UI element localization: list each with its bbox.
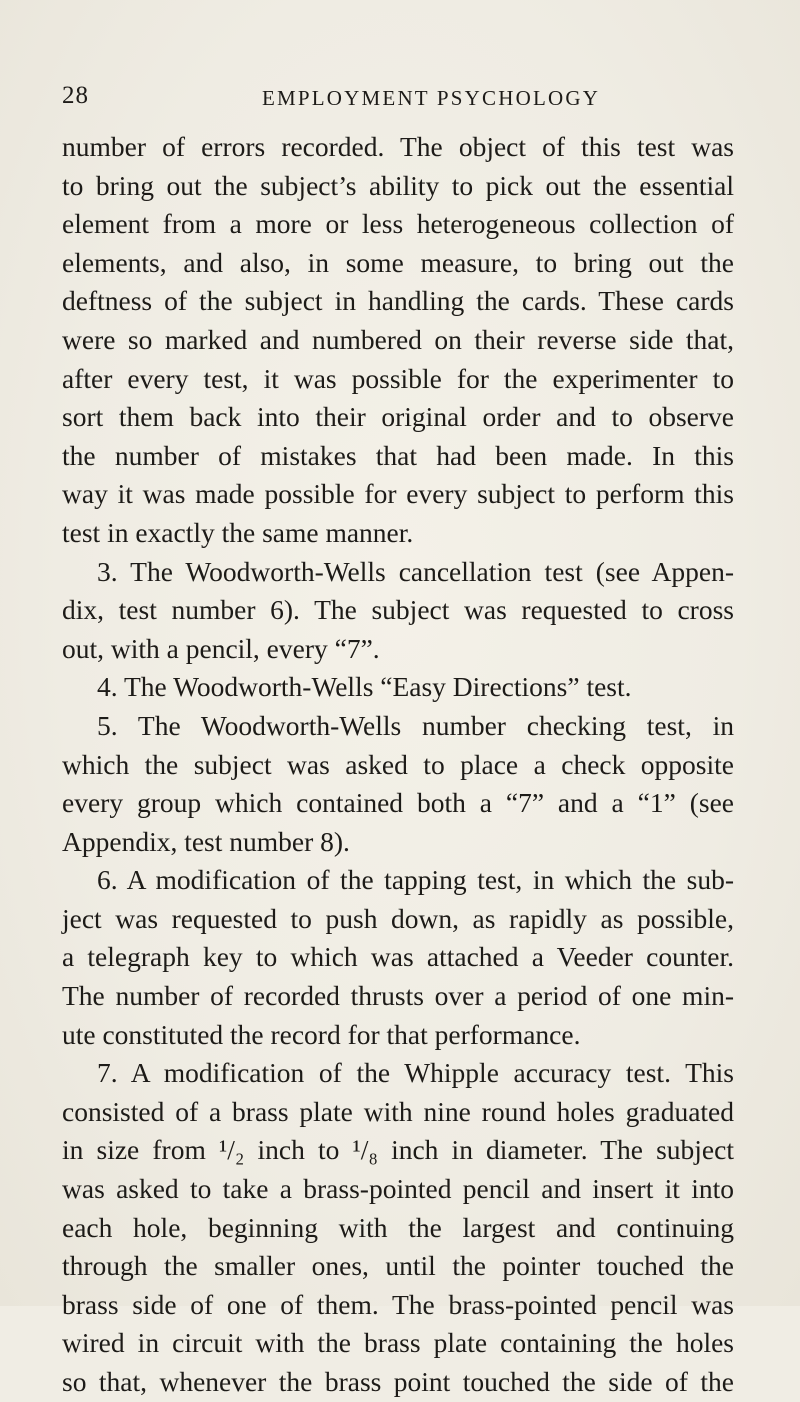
text-line: so that, whenever the brass point touched the side of the — [62, 1366, 734, 1397]
text-line: ute constituted the record for that performance. — [62, 1018, 581, 1050]
text-line: 3. The Woodworth-Wells cancellation test (see Appen- — [97, 555, 734, 587]
text-line: sort them back into their original order and to observe — [62, 401, 734, 433]
text-line: element from a more or less heterogeneous collection of — [62, 208, 734, 240]
text-line: number of errors recorded. The object of this test was — [62, 131, 734, 162]
text-line: deftness of the subject in handling the cards. These cards — [62, 285, 734, 317]
text-line: in size from ¹/₂ inch to ¹/₈ inch in diameter. The subject — [62, 1134, 734, 1166]
text-line: Appendix, test number 8). — [62, 825, 350, 857]
text-line: through the smaller ones, until the pointer touched the — [62, 1250, 734, 1282]
text-line: The number of recorded thrusts over a period of one min- — [62, 980, 734, 1012]
text-line: was asked to take a brass-pointed pencil and insert it into — [62, 1173, 734, 1205]
text-line: 4. The Woodworth-Wells “Easy Directions” test. — [97, 671, 632, 703]
text-line: elements, and also, in some measure, to bring out the — [62, 246, 734, 278]
text-line: way it was made possible for every subject to perform this — [62, 478, 734, 510]
text-line: 6. A modification of the tapping test, in which the sub- — [97, 864, 734, 896]
text-line: which the subject was asked to place a check opposite — [62, 748, 734, 780]
text-line: a telegraph key to which was attached a Veeder counter. — [62, 941, 734, 973]
text-line: ject was requested to push down, as rapidly as possible, — [62, 902, 734, 934]
text-line: after every test, it was possible for the experimenter to — [62, 362, 734, 394]
text-line: test in exactly the same manner. — [62, 516, 414, 548]
text-line: to bring out the subject’s ability to pick out the essential — [62, 169, 734, 201]
text-line: 7. A modification of the Whipple accuracy test. This — [97, 1057, 734, 1089]
text-line: each hole, beginning with the largest and continuing — [62, 1211, 734, 1243]
text-line: were so marked and numbered on their reverse side that, — [62, 323, 734, 355]
text-line: out, with a pencil, every “7”. — [62, 632, 380, 664]
text-line: every group which contained both a “7” and a “1” (see — [62, 787, 734, 819]
page-number: 28 — [62, 82, 89, 109]
text-line: the number of mistakes that had been made. In this — [62, 439, 734, 471]
running-title: EMPLOYMENT PSYCHOLOGY — [262, 86, 601, 110]
text-line: consisted of a brass plate with nine round holes graduated — [62, 1095, 734, 1127]
running-head — [62, 82, 734, 116]
body-text — [62, 128, 734, 1402]
text-line: 5. The Woodworth-Wells number checking test, in — [97, 709, 734, 741]
text-line: dix, test number 6). The subject was requested to cross — [62, 594, 734, 626]
text-line: wired in circuit with the brass plate containing the holes — [62, 1327, 734, 1359]
text-line: brass side of one of them. The brass-pointed pencil was — [62, 1288, 734, 1320]
